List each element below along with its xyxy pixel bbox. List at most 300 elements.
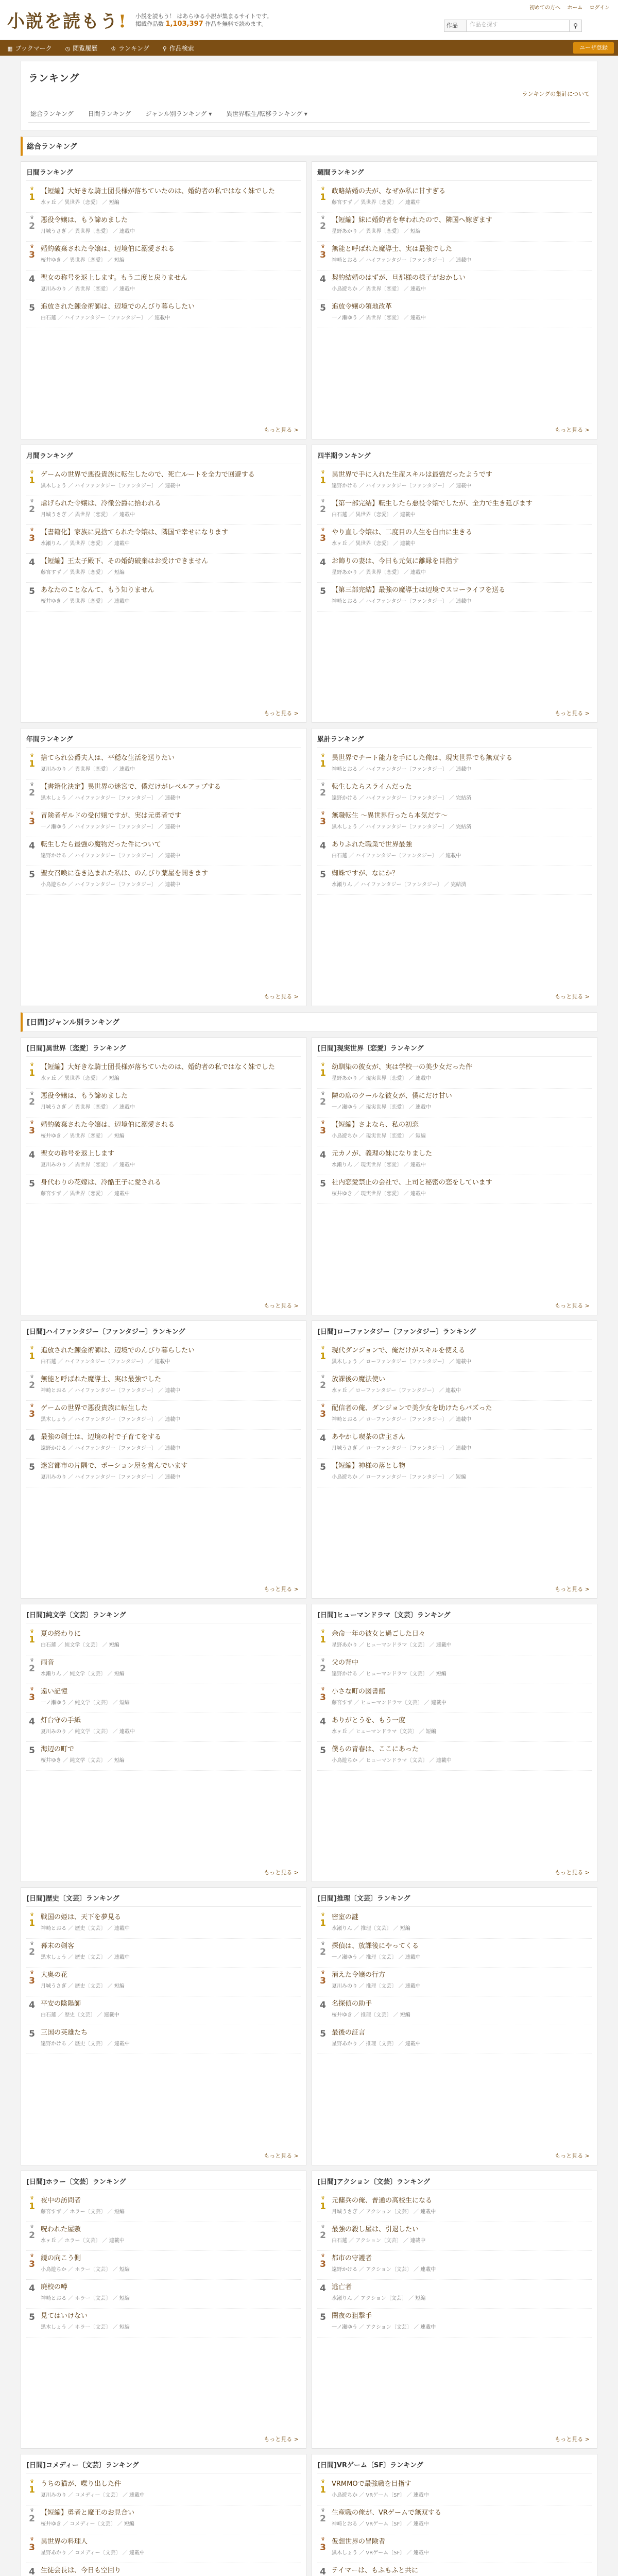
novel-title-link[interactable]: 夏の終わりに xyxy=(41,1630,81,1638)
author-link[interactable]: 白石蓮 xyxy=(41,1642,56,1648)
genre-label: 異世界〔恋愛〕 xyxy=(355,541,392,547)
author-link[interactable]: 月城うさぎ xyxy=(41,1105,66,1110)
ranking-item xyxy=(317,1117,592,1146)
novel-title-link[interactable]: VRMMOで最強職を目指す xyxy=(332,2480,411,2488)
link-home[interactable]: ホーム xyxy=(567,5,583,11)
author-link[interactable]: 水瀬りん xyxy=(41,541,61,547)
author-link[interactable]: 星野あかり xyxy=(332,2041,357,2047)
tab-isekai[interactable]: 異世界転生/転移ランキング ▾ xyxy=(226,110,307,117)
novel-title-link[interactable]: 異世界で手に入れた生産スキルは最強だったようです xyxy=(332,471,492,479)
novel-title-link[interactable]: 都市の守護者 xyxy=(332,2255,372,2262)
site-logo[interactable]: 小説を読もう! xyxy=(7,11,127,32)
novel-meta: 水ヶ丘 ／ 異世界〔恋愛〕 ／ 連載中 xyxy=(332,541,416,547)
author-link[interactable]: 神崎とおる xyxy=(332,1417,357,1422)
author-link[interactable]: 桜井ゆき xyxy=(41,1133,61,1139)
ranking-card-title: [日間]ホラー〔文芸〕ランキング xyxy=(26,2176,301,2190)
author-link[interactable]: 神崎とおる xyxy=(332,767,357,772)
novel-title-link[interactable]: ゲームの世界で悪役貴族に転生した xyxy=(41,1404,148,1412)
more-link[interactable]: もっと見る > xyxy=(264,993,299,1000)
status-label: 連載中 xyxy=(420,2209,436,2215)
novel-title-link[interactable]: 廃校の噂 xyxy=(41,2283,68,2291)
author-link[interactable]: 一ノ瀬ゆう xyxy=(41,1700,66,1706)
crown-icon: ♛ xyxy=(320,1375,325,1380)
author-link[interactable]: 白石蓮 xyxy=(41,1359,56,1365)
novel-meta: 藤宮すず ／ 異世界〔恋愛〕 ／ 連載中 xyxy=(41,1191,130,1197)
novel-title-link[interactable]: 現代ダンジョンで、俺だけがスキルを使える xyxy=(332,1347,466,1354)
search-type-select[interactable]: 作品 xyxy=(444,20,467,32)
author-link[interactable]: 黒木しょう xyxy=(332,2550,357,2556)
status-label: 連載中 xyxy=(165,795,181,801)
status-label: 短編 xyxy=(400,1926,410,1931)
novel-title-link[interactable]: 【短編】大好きな騎士団長様が落ちていたのは、婚約者の私ではなく妹でした xyxy=(41,1063,275,1071)
novel-title-link[interactable]: 放課後の魔法使い xyxy=(332,1376,386,1383)
status-label: 連載中 xyxy=(154,315,170,321)
author-link[interactable]: 白石蓮 xyxy=(332,2238,347,2244)
genre-label: 歴史〔文芸〕 xyxy=(75,1955,106,1960)
novel-title-link[interactable]: 仮想世界の冒険者 xyxy=(332,2538,386,2546)
novel-title-link[interactable]: 灯台守の手紙 xyxy=(41,1717,81,1724)
novel-title-link[interactable]: 小さな町の図書館 xyxy=(332,1688,386,1696)
author-link[interactable]: 夏川みのり xyxy=(332,1984,357,1989)
novel-title-link[interactable]: 最強の殺し屋は、引退したい xyxy=(332,2226,419,2233)
author-link[interactable]: 黒木しょう xyxy=(41,1417,66,1422)
status-label: 連載中 xyxy=(431,1700,447,1706)
novel-title-link[interactable]: 【書籍化決定】異世界の迷宮で、僕だけがレベルアップする xyxy=(41,783,221,791)
novel-title-link[interactable]: 捨てられ公爵夫人は、平穏な生活を送りたい xyxy=(41,754,175,762)
ranking-item xyxy=(317,213,592,242)
author-link[interactable]: 神崎とおる xyxy=(41,2296,66,2301)
tab-genre[interactable]: ジャンル別ランキング ▾ xyxy=(145,110,212,117)
author-link[interactable]: 白石蓮 xyxy=(41,315,56,321)
genre-label: ハイファンタジー〔ファンタジー〕 xyxy=(75,483,157,489)
rank-number: ♛ 3 xyxy=(26,2254,38,2276)
novel-meta: 神崎とおる ／ ハイファンタジー〔ファンタジー〕 ／ 連載中 xyxy=(332,258,472,263)
novel-title-link[interactable]: 無職転生 ～異世界行ったら本気だす～ xyxy=(332,812,448,820)
author-link[interactable]: 夏川みのり xyxy=(41,1162,66,1168)
crown-icon: ♛ xyxy=(29,2537,35,2542)
more-link[interactable]: もっと見る > xyxy=(555,1586,590,1592)
ranking-item xyxy=(26,1146,301,1175)
status-label: 連載中 xyxy=(445,1388,461,1394)
author-link[interactable]: 白石蓮 xyxy=(332,853,347,859)
more-link[interactable]: もっと見る > xyxy=(555,1869,590,1876)
author-link[interactable]: 小鳥遊ちか xyxy=(332,1475,357,1480)
intro-text: 小説を読もう！ はあらゆる小説が集まるサイトです。 xyxy=(135,12,272,20)
about-ranking-link[interactable]: ランキングの集計について xyxy=(522,91,590,97)
novel-title-link[interactable]: 逃亡者 xyxy=(332,2283,352,2291)
novel-title-link[interactable]: 隣の席のクールな彼女が、僕にだけ甘い xyxy=(332,1092,452,1100)
more-link[interactable]: もっと見る > xyxy=(264,1586,299,1592)
author-link[interactable]: 黒木しょう xyxy=(41,1955,66,1960)
genre-label: VRゲーム〔SF〕 xyxy=(366,2521,405,2527)
status-label: 連載中 xyxy=(129,2550,145,2556)
ranking-item xyxy=(26,2025,301,2054)
more-link[interactable]: もっと見る > xyxy=(555,993,590,1000)
nav-search[interactable]: ⚲ 作品検索 xyxy=(162,44,194,52)
author-link[interactable]: 遠野かける xyxy=(332,1671,357,1677)
crown-icon: ♛ xyxy=(320,782,325,787)
status-label: 連載中 xyxy=(413,2550,429,2556)
status-label: 短編 xyxy=(410,229,421,234)
ranking-card-title: [日間]歴史〔文芸〕ランキング xyxy=(26,1893,301,1907)
novel-title-link[interactable]: 無能と呼ばれた魔導士、実は最強でした xyxy=(332,245,453,253)
ranking-item xyxy=(26,2477,301,2505)
rank-number: 5 xyxy=(320,1745,326,1756)
author-link[interactable]: 星野あかり xyxy=(332,570,357,575)
author-link[interactable]: 一ノ瀬ゆう xyxy=(332,315,357,321)
novel-title-link[interactable]: 闇夜の狙撃手 xyxy=(332,2312,372,2320)
novel-title-link[interactable]: 元カノが、義理の妹になりました xyxy=(332,1150,433,1158)
novel-title-link[interactable]: 転生したらスライムだった xyxy=(332,783,412,791)
novel-title-link[interactable]: 婚約破棄された令嬢は、辺境伯に溺愛される xyxy=(41,1121,175,1129)
genre-label: 異世界〔恋愛〕 xyxy=(366,570,402,575)
status-label: 連載中 xyxy=(456,1446,472,1451)
novel-title-link[interactable]: 転生したら最強の魔物だった件について xyxy=(41,841,161,849)
rank-number: ♛ 1 xyxy=(26,754,38,776)
status-label: 連載中 xyxy=(410,1191,426,1197)
novel-meta: 星野あかり ／ 現実世界〔恋愛〕 ／ 連載中 xyxy=(332,1076,431,1081)
novel-title-link[interactable]: 父の背中 xyxy=(332,1659,359,1667)
search-input[interactable]: 作品を探す xyxy=(467,20,570,32)
novel-title-link[interactable]: 大奥の花 xyxy=(41,1971,68,1979)
novel-title-link[interactable]: 悪役令嬢は、もう諦めました xyxy=(41,216,128,224)
author-link[interactable]: 一ノ瀬ゆう xyxy=(332,1955,357,1960)
ranking-item xyxy=(26,1655,301,1684)
author-link[interactable]: 夏川みのり xyxy=(41,767,66,772)
genre-label: ハイファンタジー〔ファンタジー〕 xyxy=(366,795,448,801)
clock-icon: ◷ xyxy=(65,45,71,52)
author-link[interactable]: 黒木しょう xyxy=(41,483,66,489)
novel-title-link[interactable]: 【書籍化】家族に見捨てられた令嬢は、隣国で幸せになります xyxy=(41,529,229,536)
novel-title-link[interactable]: お飾りの妻は、今日も元気に離縁を目指す xyxy=(332,557,459,565)
novel-title-link[interactable]: 蜘蛛ですが、なにか？ xyxy=(332,870,399,877)
ranking-item xyxy=(317,184,592,213)
novel-title-link[interactable]: 雨音 xyxy=(41,1659,55,1667)
author-link[interactable]: 神崎とおる xyxy=(41,1388,66,1394)
author-link[interactable]: 黒木しょう xyxy=(41,2325,66,2330)
novel-title-link[interactable]: 遠い記憶 xyxy=(41,1688,68,1696)
novel-title-link[interactable]: 最後の証言 xyxy=(332,2029,366,2037)
novel-meta: 水瀬りん ／ 推理〔文芸〕 ／ 短編 xyxy=(332,1926,410,1931)
author-link[interactable]: 夏川みのり xyxy=(41,2493,66,2498)
novel-title-link[interactable]: 三国の英雄たち xyxy=(41,2029,88,2037)
novel-title-link[interactable]: うちの猫が、喋り出した件 xyxy=(41,2480,122,2488)
author-link[interactable]: 星野あかり xyxy=(41,2550,66,2556)
ranking-card-title: [日間]現実世界〔恋愛〕ランキング xyxy=(317,1043,592,1057)
author-link[interactable]: 小鳥遊ちか xyxy=(332,1758,357,1764)
novel-title-link[interactable]: 追放された錬金術師は、辺境でのんびり暮らしたい xyxy=(41,303,195,311)
author-link[interactable]: 星野あかり xyxy=(332,1642,357,1648)
novel-title-link[interactable]: 婚約破棄された令嬢は、辺境伯に溺愛される xyxy=(41,245,175,253)
author-link[interactable]: 星野あかり xyxy=(332,1076,357,1081)
novel-title-link[interactable]: 聖女の称号を返上します。もう二度と戻りません xyxy=(41,274,187,282)
more-link[interactable]: もっと見る > xyxy=(555,2436,590,2443)
genre-label: ハイファンタジー〔ファンタジー〕 xyxy=(366,258,448,263)
status-label: 連載中 xyxy=(165,853,181,859)
more-link[interactable]: もっと見る > xyxy=(264,427,299,433)
ranking-card xyxy=(21,728,306,1006)
more-link[interactable]: もっと見る > xyxy=(264,2436,299,2443)
novel-title-link[interactable]: 幕末の剣客 xyxy=(41,1942,75,1950)
author-link[interactable]: 月城うさぎ xyxy=(41,1984,66,1989)
more-link[interactable]: もっと見る > xyxy=(555,1302,590,1309)
author-link[interactable]: 月城うさぎ xyxy=(41,512,66,518)
crown-icon: ♛ xyxy=(29,1375,35,1380)
author-link[interactable]: 藤宮すず xyxy=(41,2209,62,2215)
rank-number: ♛ 1 xyxy=(317,754,329,776)
novel-title-link[interactable]: 幼馴染の彼女が、実は学校一の美少女だった件 xyxy=(332,1063,473,1071)
rank-number: ♛ 3 xyxy=(26,2537,38,2560)
novel-title-link[interactable]: 無能と呼ばれた魔導士、実は最強でした xyxy=(41,1376,162,1383)
author-link[interactable]: 小鳥遊ちか xyxy=(41,2267,66,2273)
novel-title-link[interactable]: ありがとうを、もう一度 xyxy=(332,1717,406,1724)
novel-meta: 白石蓮 ／ アクション〔文芸〕 ／ 連載中 xyxy=(332,2238,426,2244)
author-link[interactable]: 神崎とおる xyxy=(332,2521,357,2527)
status-label: 短編 xyxy=(114,258,125,263)
novel-title-link[interactable]: 探偵は、放課後にやってくる xyxy=(332,1942,419,1950)
novel-title-link[interactable]: 余命一年の彼女と過ごした日々 xyxy=(332,1630,426,1638)
more-link[interactable]: もっと見る > xyxy=(264,2153,299,2159)
author-link[interactable]: 神崎とおる xyxy=(332,258,357,263)
novel-title-link[interactable]: 迷宮都市の片隅で、ポーション屋を営んでいます xyxy=(41,1462,188,1470)
novel-meta: 星野あかり ／ ヒューマンドラマ〔文芸〕 ／ 連載中 xyxy=(332,1642,452,1648)
novel-title-link[interactable]: 【短編】大好きな騎士団長様が落ちていたのは、婚約者の私ではなく妹でした xyxy=(41,188,275,195)
status-label: 短編 xyxy=(119,2296,130,2301)
author-link[interactable]: 月城うさぎ xyxy=(332,2209,357,2215)
novel-title-link[interactable]: 【短編】神様の落とし物 xyxy=(332,1462,406,1470)
ranking-item xyxy=(317,583,592,612)
author-link[interactable]: 一ノ瀬ゆう xyxy=(41,824,66,830)
author-link[interactable]: 一ノ瀬ゆう xyxy=(332,1105,357,1110)
novel-title-link[interactable]: 異世界の料理人 xyxy=(41,2538,88,2546)
novel-title-link[interactable]: 消えた令嬢の行方 xyxy=(332,1971,386,1979)
rank-number: 5 xyxy=(29,1462,35,1472)
novel-title-link[interactable]: 虐げられた令嬢は、冷徹公爵に拾われる xyxy=(41,500,162,507)
novel-meta: 白石蓮 ／ ハイファンタジー〔ファンタジー〕 ／ 連載中 xyxy=(41,1359,170,1365)
author-link[interactable]: 桜井ゆき xyxy=(332,1191,352,1197)
genre-label: 異世界〔恋愛〕 xyxy=(64,200,101,206)
rank-number: ♛ 2 xyxy=(26,2509,38,2531)
author-link[interactable]: 星野あかり xyxy=(332,229,357,234)
ranking-item xyxy=(26,1939,301,1968)
novel-title-link[interactable]: 聖女召喚に巻き込まれた私は、のんびり薬屋を開きます xyxy=(41,870,209,877)
novel-title-link[interactable]: 【短編】妹に婚約者を奪われたので、隣国へ嫁ぎます xyxy=(332,216,492,224)
rank-number: ♛ 3 xyxy=(317,1971,329,1993)
ranking-card-title: 月間ランキング xyxy=(26,450,301,464)
more-link[interactable]: もっと見る > xyxy=(264,1302,299,1309)
status-label: 短編 xyxy=(114,1984,125,1989)
status-label: 短編 xyxy=(119,2267,130,2273)
novel-title-link[interactable]: 生徒会長は、今日も空回り xyxy=(41,2567,122,2574)
novel-title-link[interactable]: 追放された錬金術師は、辺境でのんびり暮らしたい xyxy=(41,1347,195,1354)
author-link[interactable]: 桜井ゆき xyxy=(41,258,61,263)
link-beginners[interactable]: 初めての方へ xyxy=(529,5,561,11)
novel-meta: 星野あかり ／ コメディー〔文芸〕 ／ 連載中 xyxy=(41,2550,145,2556)
author-link[interactable]: 黒木しょう xyxy=(332,824,357,830)
author-link[interactable]: 水瀬りん xyxy=(41,1671,61,1677)
author-link[interactable]: 遠野かける xyxy=(332,795,357,801)
author-link[interactable]: 黒木しょう xyxy=(332,1359,357,1365)
novel-title-link[interactable]: 呪われた屋敷 xyxy=(41,2226,81,2233)
author-link[interactable]: 黒木しょう xyxy=(41,795,66,801)
crown-icon: ♛ xyxy=(29,2225,35,2230)
author-link[interactable]: 水ヶ丘 xyxy=(41,2238,56,2244)
ranking-card-title: [日間]ハイファンタジー〔ファンタジー〕ランキング xyxy=(26,1326,301,1340)
author-link[interactable]: 藤宮すず xyxy=(332,200,353,206)
novel-meta: 水瀬りん ／ アクション〔文芸〕 ／ 短編 xyxy=(332,2296,426,2301)
novel-title-link[interactable]: 配信者の俺、ダンジョンで美少女を助けたらバズった xyxy=(332,1404,492,1412)
author-link[interactable]: 夏川みのり xyxy=(41,286,66,292)
novel-title-link[interactable]: 海辺の町で xyxy=(41,1745,75,1753)
novel-title-link[interactable]: 元傭兵の俺、普通の高校生になる xyxy=(332,2197,433,2205)
ranking-item xyxy=(317,1430,592,1459)
author-link[interactable]: 夏川みのり xyxy=(41,1475,66,1480)
search-icon[interactable]: ⚲ xyxy=(570,20,582,32)
novel-title-link[interactable]: 僕らの青春は、ここにあった xyxy=(332,1745,419,1753)
author-link[interactable]: 遠野かける xyxy=(41,1446,66,1451)
novel-title-link[interactable]: 名探偵の助手 xyxy=(332,2000,372,2008)
author-link[interactable]: 小鳥遊ちか xyxy=(332,1133,357,1139)
author-link[interactable]: 藤宮すず xyxy=(41,1191,62,1197)
author-link[interactable]: 小鳥遊ちか xyxy=(332,286,357,292)
novel-title-link[interactable]: 異世界でチート能力を手にした俺は、現実世界でも無双する xyxy=(332,754,513,762)
more-link[interactable]: もっと見る > xyxy=(555,2153,590,2159)
author-link[interactable]: 神崎とおる xyxy=(41,1926,66,1931)
novel-title-link[interactable]: 冒険者ギルドの受付嬢ですが、実は元勇者です xyxy=(41,812,181,820)
status-label: 連載中 xyxy=(410,570,426,575)
author-link[interactable]: 水瀬りん xyxy=(332,1926,352,1931)
rank-number: ♛ 3 xyxy=(317,2537,329,2560)
author-link[interactable]: 藤宮すず xyxy=(332,1700,353,1706)
author-link[interactable]: 小鳥遊ちか xyxy=(41,882,66,888)
rank-number: ♛ 1 xyxy=(26,470,38,493)
rank-number: ♛ 2 xyxy=(317,216,329,238)
novel-title-link[interactable]: 聖女の称号を返上します xyxy=(41,1150,115,1158)
author-link[interactable]: 遠野かける xyxy=(332,2267,357,2273)
novel-title-link[interactable]: 密室の謎 xyxy=(332,1913,359,1921)
crown-icon: ♛ xyxy=(320,1403,325,1409)
ranking-item xyxy=(317,1684,592,1713)
link-login[interactable]: ログイン xyxy=(589,5,610,11)
nav-history[interactable]: ◷ 閲覧履歴 xyxy=(65,44,98,52)
crown-icon: ♛ xyxy=(29,470,35,475)
more-link[interactable]: もっと見る > xyxy=(555,710,590,717)
search-icon: ⚲ xyxy=(162,45,167,52)
novel-meta: 月城うさぎ ／ ローファンタジー〔ファンタジー〕 ／ 連載中 xyxy=(332,1446,472,1451)
ranking-item xyxy=(26,1968,301,1996)
tab-daily[interactable]: 日間ランキング xyxy=(88,110,131,117)
novel-title-link[interactable]: 生産職の俺が、VRゲームで無双する xyxy=(332,2509,441,2517)
crown-icon: ♛ xyxy=(29,2508,35,2513)
author-link[interactable]: 水ヶ丘 xyxy=(41,1076,56,1081)
author-link[interactable]: 遠野かける xyxy=(332,483,357,489)
rank-number: ♛ 2 xyxy=(317,1658,329,1681)
novel-title-link[interactable]: ありふれた職業で世界最強 xyxy=(332,841,413,849)
novel-title-link[interactable]: 契約結婚のはずが、旦那様の様子がおかしい xyxy=(332,274,466,282)
author-link[interactable]: 藤宮すず xyxy=(41,570,62,575)
author-link[interactable]: 桜井ゆき xyxy=(332,2012,352,2018)
novel-title-link[interactable]: ゲームの世界で悪役貴族に転生したので、死亡ルートを全力で回避する xyxy=(41,471,255,479)
novel-title-link[interactable]: やり直し令嬢は、二度目の人生を自由に生きる xyxy=(332,529,473,536)
novel-title-link[interactable]: 見てはいけない xyxy=(41,2312,88,2320)
status-label: 短編 xyxy=(109,1642,119,1648)
novel-meta: 神崎とおる ／ ローファンタジー〔ファンタジー〕 ／ 連載中 xyxy=(332,1417,472,1422)
novel-title-link[interactable]: 【第一部完結】転生したら悪役令嬢でしたが、全力で生き延びます xyxy=(332,500,533,507)
rank-number: 5 xyxy=(29,870,35,880)
author-link[interactable]: 水ヶ丘 xyxy=(332,1388,347,1394)
nav-bookmark[interactable]: ▦ ブックマーク xyxy=(7,44,52,52)
author-link[interactable]: 遠野かける xyxy=(41,2041,66,2047)
novel-title-link[interactable]: 最強の剣士は、辺境の村で子育てをする xyxy=(41,1433,162,1441)
ranking-card xyxy=(312,1604,597,1882)
author-link[interactable]: 桜井ゆき xyxy=(41,599,61,604)
author-link[interactable]: 水ヶ丘 xyxy=(332,1729,347,1735)
ranking-item xyxy=(317,2563,592,2576)
novel-title-link[interactable]: 平安の陰陽師 xyxy=(41,2000,81,2008)
rank-number: 4 xyxy=(29,2283,35,2294)
status-label: 短編 xyxy=(425,1729,436,1735)
author-link[interactable]: 水瀬りん xyxy=(332,882,352,888)
novel-title-link[interactable]: 追放令嬢の領地改革 xyxy=(332,303,392,311)
more-link[interactable]: もっと見る > xyxy=(555,427,590,433)
author-link[interactable]: 夏川みのり xyxy=(41,1729,66,1735)
author-link[interactable]: 月城うさぎ xyxy=(41,229,66,234)
author-link[interactable]: 水瀬りん xyxy=(332,1162,352,1168)
author-link[interactable]: 遠野かける xyxy=(41,853,66,859)
status-label: 完結済 xyxy=(456,795,472,801)
novel-title-link[interactable]: 【短編】さよなら、私の初恋 xyxy=(332,1121,419,1129)
novel-title-link[interactable]: 戦国の姫は、天下を夢見る xyxy=(41,1913,122,1921)
ranking-card-title: [日間]アクション〔文芸〕ランキング xyxy=(317,2176,592,2190)
user-register-button[interactable]: ユーザ登録 xyxy=(573,42,614,54)
novel-meta: 黒木しょう ／ 歴史〔文芸〕 ／ 連載中 xyxy=(41,1955,130,1960)
novel-title-link[interactable]: 政略結婚の夫が、なぜか私に甘すぎる xyxy=(332,188,446,195)
novel-title-link[interactable]: テイマーは、もふもふと共に xyxy=(332,2567,419,2574)
more-link[interactable]: もっと見る > xyxy=(264,1869,299,1876)
novel-title-link[interactable]: 夜中の訪問者 xyxy=(41,2197,81,2205)
author-link[interactable]: 水瀬りん xyxy=(332,2296,352,2301)
novel-title-link[interactable]: 身代わりの花嫁は、冷酷王子に愛される xyxy=(41,1179,162,1187)
author-link[interactable]: 桜井ゆき xyxy=(41,1758,61,1764)
novel-title-link[interactable]: 悪役令嬢は、もう諦めました xyxy=(41,1092,128,1100)
ranking-card xyxy=(312,2171,597,2449)
novel-meta: 水ヶ丘 ／ ホラー〔文芸〕 ／ 連載中 xyxy=(41,2238,125,2244)
author-link[interactable]: 神崎とおる xyxy=(332,599,357,604)
novel-title-link[interactable]: 【短編】勇者と魔王のお見合い xyxy=(41,2509,135,2517)
more-link[interactable]: もっと見る > xyxy=(264,710,299,717)
overall-ranking-grid xyxy=(21,161,597,1006)
novel-title-link[interactable]: あやかし喫茶の店主さん xyxy=(332,1433,406,1441)
author-link[interactable]: 小鳥遊ちか xyxy=(332,2493,357,2498)
novel-meta: 夏川みのり ／ 推理〔文芸〕 ／ 連載中 xyxy=(332,1984,421,1989)
author-link[interactable]: 月城うさぎ xyxy=(332,1446,357,1451)
nav-ranking[interactable]: ♔ ランキング xyxy=(111,44,149,52)
author-link[interactable]: 桜井ゆき xyxy=(41,2521,61,2527)
novel-title-link[interactable]: 【第三部完結】最強の魔導士は辺境でスローライフを送る xyxy=(332,586,506,594)
tab-overall[interactable]: 総合ランキング xyxy=(30,110,74,117)
novel-title-link[interactable]: あなたのことなんて、もう知りません xyxy=(41,586,154,594)
author-link[interactable]: 一ノ瀬ゆう xyxy=(332,2325,357,2330)
novel-title-link[interactable]: 【短編】王太子殿下、その婚約破棄はお受けできません xyxy=(41,557,209,565)
ranking-item xyxy=(26,2193,301,2222)
novel-meta: 藤宮すず ／ 異世界〔恋愛〕 ／ 連載中 xyxy=(332,200,421,206)
novel-title-link[interactable]: 社内恋愛禁止の会社で、上司と秘密の恋をしています xyxy=(332,1179,492,1187)
novel-title-link[interactable]: 鏡の向こう側 xyxy=(41,2255,81,2262)
author-link[interactable]: 水ヶ丘 xyxy=(41,200,56,206)
author-link[interactable]: 白石蓮 xyxy=(41,2012,56,2018)
author-link[interactable]: 白石蓮 xyxy=(332,512,347,518)
author-link[interactable]: 水ヶ丘 xyxy=(332,541,347,547)
